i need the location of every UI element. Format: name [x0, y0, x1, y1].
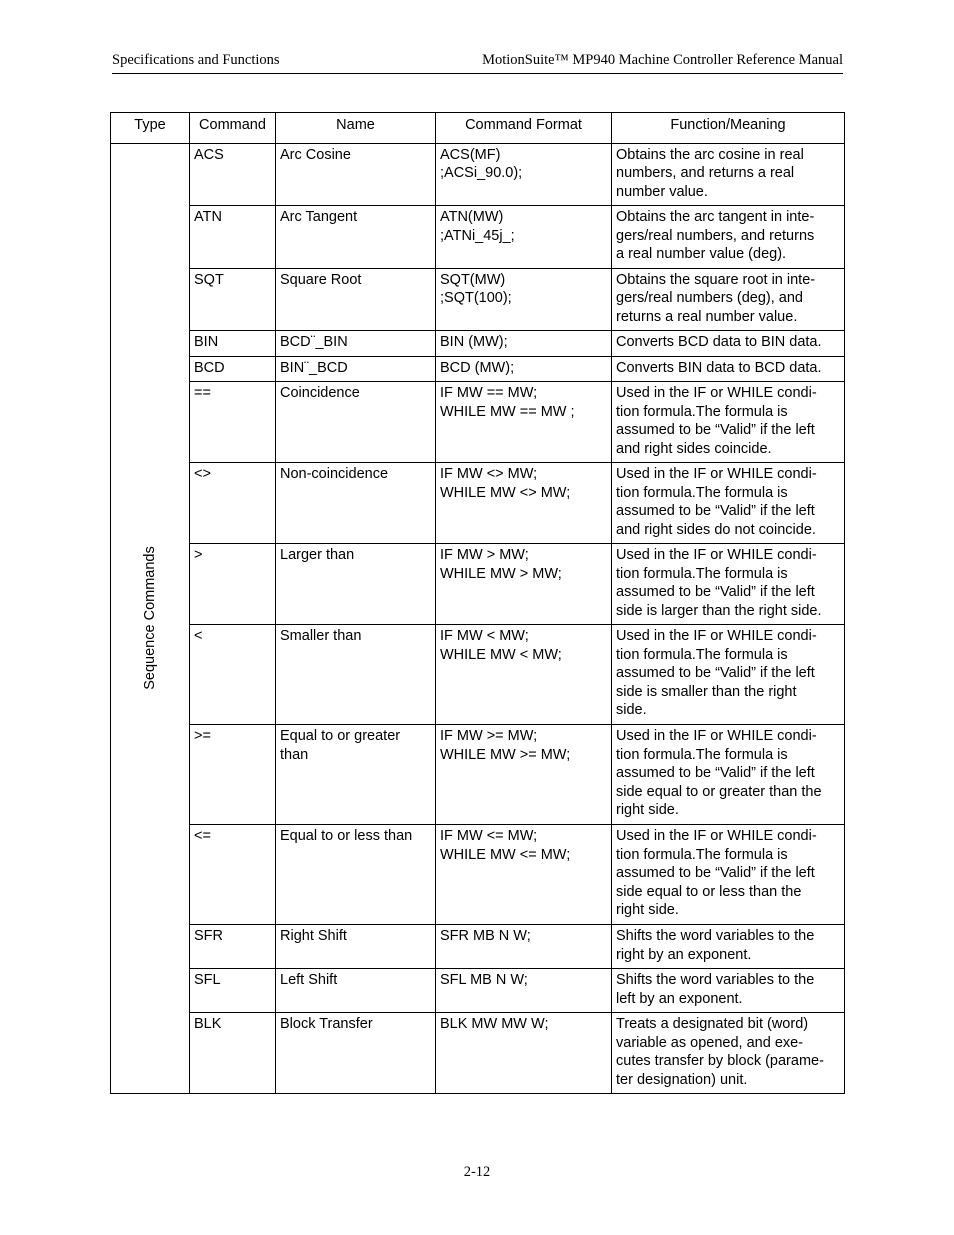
column-header-type: Type	[111, 113, 190, 144]
meaning-line: number value.	[616, 183, 708, 200]
name-cell	[276, 206, 436, 269]
command-cell: >=	[190, 725, 276, 825]
name-line: Arc Tangent	[280, 209, 358, 225]
format-line: WHILE MW > MW;	[440, 565, 562, 582]
meaning-line: Used in the IF or WHILE condi-	[616, 466, 817, 482]
meaning-line: numbers, and returns a real	[616, 165, 795, 181]
table-header-row	[111, 113, 845, 144]
name-line: Non-coincidence	[280, 466, 389, 482]
format-cell	[436, 143, 612, 206]
meaning-cell	[612, 969, 845, 1013]
meaning-line: left by an exponent.	[616, 990, 743, 1007]
command-cell: SFL	[190, 969, 276, 1013]
command-cell: BLK	[190, 1013, 276, 1094]
name-cell	[276, 463, 436, 544]
format-line: SFR MB N W;	[440, 928, 531, 944]
meaning-line: assumed to be “Valid” if the left	[616, 865, 815, 881]
format-cell	[436, 331, 612, 357]
table-row	[111, 625, 845, 725]
meaning-line: tion formula.The formula is	[616, 746, 788, 763]
meaning-line: Converts BIN data to BCD data.	[616, 359, 822, 376]
meaning-cell	[612, 1013, 845, 1094]
table-row	[111, 356, 845, 382]
command-cell: ATN	[190, 206, 276, 269]
name-line: Arc Cosine	[280, 146, 351, 163]
name-cell	[276, 544, 436, 625]
meaning-cell	[612, 925, 845, 969]
name-cell	[276, 625, 436, 725]
format-line: ACS(MF)	[440, 146, 501, 163]
name-cell	[276, 331, 436, 357]
meaning-line: side.	[616, 702, 647, 718]
format-line: ATN(MW)	[440, 209, 504, 225]
name-cell	[276, 725, 436, 825]
column-header-name: Name	[276, 113, 436, 144]
name-line: Coincidence	[280, 385, 360, 401]
meaning-line: returns a real number value.	[616, 308, 798, 325]
command-cell: <=	[190, 825, 276, 925]
meaning-line: tion formula.The formula is	[616, 403, 788, 420]
format-line: IF MW <= MW;	[440, 828, 538, 844]
name-line: BIN¨_BCD	[280, 359, 348, 376]
format-line: WHILE MW >= MW;	[440, 746, 571, 763]
table-row	[111, 969, 845, 1013]
name-line: Left Shift	[280, 972, 338, 988]
table-row	[111, 331, 845, 357]
format-cell	[436, 625, 612, 725]
meaning-line: tion formula.The formula is	[616, 646, 788, 663]
format-cell	[436, 356, 612, 382]
format-line: IF MW < MW;	[440, 628, 529, 644]
meaning-cell	[612, 356, 845, 382]
column-header-function-meaning: Function/Meaning	[612, 113, 845, 144]
format-line: ;ACSi_90.0);	[440, 165, 523, 181]
format-line: SFL MB N W;	[440, 972, 528, 988]
header-manual-title: MotionSuite™ MP940 Machine Controller Reference Manual	[482, 52, 843, 68]
meaning-line: right side.	[616, 902, 679, 918]
name-line: Larger than	[280, 547, 355, 563]
command-cell: <	[190, 625, 276, 725]
format-line: ;SQT(100);	[440, 290, 512, 306]
name-cell	[276, 268, 436, 331]
command-cell: ==	[190, 382, 276, 463]
meaning-cell	[612, 625, 845, 725]
name-line: BCD¨_BIN	[280, 334, 348, 350]
table-row	[111, 268, 845, 331]
format-line: WHILE MW <= MW;	[440, 846, 571, 863]
command-cell: <>	[190, 463, 276, 544]
table-row	[111, 143, 845, 206]
table-row	[111, 382, 845, 463]
name-cell	[276, 143, 436, 206]
name-cell	[276, 1013, 436, 1094]
format-line: SQT(MW)	[440, 271, 506, 288]
command-cell: BCD	[190, 356, 276, 382]
meaning-line: assumed to be “Valid” if the left	[616, 422, 815, 438]
format-line: WHILE MW < MW;	[440, 646, 562, 663]
format-line: IF MW > MW;	[440, 547, 529, 563]
meaning-line: Obtains the square root in inte-	[616, 271, 816, 288]
format-cell	[436, 382, 612, 463]
meaning-line: assumed to be “Valid” if the left	[616, 765, 815, 781]
meaning-line: ter designation) unit.	[616, 1071, 748, 1088]
format-line: BLK MW MW W;	[440, 1016, 549, 1032]
meaning-line: gers/real numbers, and returns	[616, 227, 815, 244]
meaning-line: assumed to be “Valid” if the left	[616, 665, 815, 681]
format-line: WHILE MW <> MW;	[440, 484, 571, 501]
meaning-line: variable as opened, and exe-	[616, 1034, 804, 1051]
format-line: ;ATNi_45j_;	[440, 227, 515, 244]
type-cell	[111, 143, 190, 1094]
header-section-title: Specifications and Functions	[112, 52, 280, 68]
meaning-line: gers/real numbers (deg), and	[616, 290, 803, 306]
type-label: Sequence Commands	[141, 546, 158, 690]
meaning-cell	[612, 825, 845, 925]
meaning-line: Used in the IF or WHILE condi-	[616, 628, 817, 644]
meaning-line: right side.	[616, 802, 679, 818]
table-row	[111, 544, 845, 625]
column-header-command: Command	[190, 113, 276, 144]
meaning-line: Converts BCD data to BIN data.	[616, 334, 822, 350]
meaning-cell	[612, 382, 845, 463]
format-cell	[436, 463, 612, 544]
meaning-line: tion formula.The formula is	[616, 565, 788, 582]
meaning-line: side equal to or less than the	[616, 883, 802, 900]
command-cell: >	[190, 544, 276, 625]
meaning-line: side equal to or greater than the	[616, 783, 822, 800]
name-cell	[276, 925, 436, 969]
meaning-line: Used in the IF or WHILE condi-	[616, 828, 817, 844]
format-line: IF MW <> MW;	[440, 466, 538, 482]
table-row	[111, 825, 845, 925]
name-cell	[276, 382, 436, 463]
meaning-line: Used in the IF or WHILE condi-	[616, 547, 817, 563]
format-line: BCD (MW);	[440, 359, 515, 376]
meaning-cell	[612, 544, 845, 625]
meaning-line: tion formula.The formula is	[616, 484, 788, 501]
meaning-cell	[612, 268, 845, 331]
table-row	[111, 463, 845, 544]
name-line: Equal to or less than	[280, 828, 413, 844]
meaning-line: side is smaller than the right	[616, 683, 797, 700]
command-cell: BIN	[190, 331, 276, 357]
format-cell	[436, 268, 612, 331]
format-line: BIN (MW);	[440, 334, 508, 350]
meaning-line: Obtains the arc tangent in inte-	[616, 209, 815, 225]
meaning-line: a real number value (deg).	[616, 246, 787, 262]
meaning-cell	[612, 725, 845, 825]
format-cell	[436, 725, 612, 825]
format-line: WHILE MW == MW ;	[440, 403, 575, 420]
command-cell: SFR	[190, 925, 276, 969]
meaning-cell	[612, 206, 845, 269]
name-cell	[276, 356, 436, 382]
table-body	[111, 143, 845, 1094]
format-cell	[436, 544, 612, 625]
name-line: than	[280, 746, 309, 763]
format-line: IF MW >= MW;	[440, 728, 538, 744]
format-cell	[436, 206, 612, 269]
command-cell: SQT	[190, 268, 276, 331]
meaning-line: Treats a designated bit (word)	[616, 1016, 809, 1032]
command-cell: ACS	[190, 143, 276, 206]
page-header	[112, 52, 843, 74]
meaning-cell	[612, 463, 845, 544]
table-row	[111, 725, 845, 825]
name-line: Equal to or greater	[280, 728, 401, 744]
meaning-line: Shifts the word variables to the	[616, 928, 815, 944]
name-line: Square Root	[280, 271, 362, 288]
column-header-command-format: Command Format	[436, 113, 612, 144]
meaning-line: tion formula.The formula is	[616, 846, 788, 863]
meaning-cell	[612, 143, 845, 206]
meaning-cell	[612, 331, 845, 357]
format-line: IF MW == MW;	[440, 385, 538, 401]
table-row	[111, 925, 845, 969]
meaning-line: Obtains the arc cosine in real	[616, 146, 804, 163]
meaning-line: cutes transfer by block (parame-	[616, 1053, 824, 1069]
format-cell	[436, 925, 612, 969]
format-cell	[436, 1013, 612, 1094]
page-number: 2-12	[463, 1164, 491, 1180]
format-cell	[436, 825, 612, 925]
name-line: Right Shift	[280, 928, 347, 944]
meaning-line: Used in the IF or WHILE condi-	[616, 728, 817, 744]
name-cell	[276, 825, 436, 925]
meaning-line: and right sides do not coincide.	[616, 521, 816, 538]
command-table	[110, 112, 845, 1094]
name-line: Block Transfer	[280, 1016, 373, 1032]
meaning-line: right by an exponent.	[616, 946, 752, 963]
meaning-line: assumed to be “Valid” if the left	[616, 584, 815, 600]
name-line: Smaller than	[280, 628, 362, 644]
table-row	[111, 1013, 845, 1094]
meaning-line: assumed to be “Valid” if the left	[616, 503, 815, 519]
name-cell	[276, 969, 436, 1013]
meaning-line: Used in the IF or WHILE condi-	[616, 385, 817, 401]
meaning-line: and right sides coincide.	[616, 440, 772, 457]
meaning-line: side is larger than the right side.	[616, 602, 822, 619]
format-cell	[436, 969, 612, 1013]
table-row	[111, 206, 845, 269]
meaning-line: Shifts the word variables to the	[616, 972, 815, 988]
